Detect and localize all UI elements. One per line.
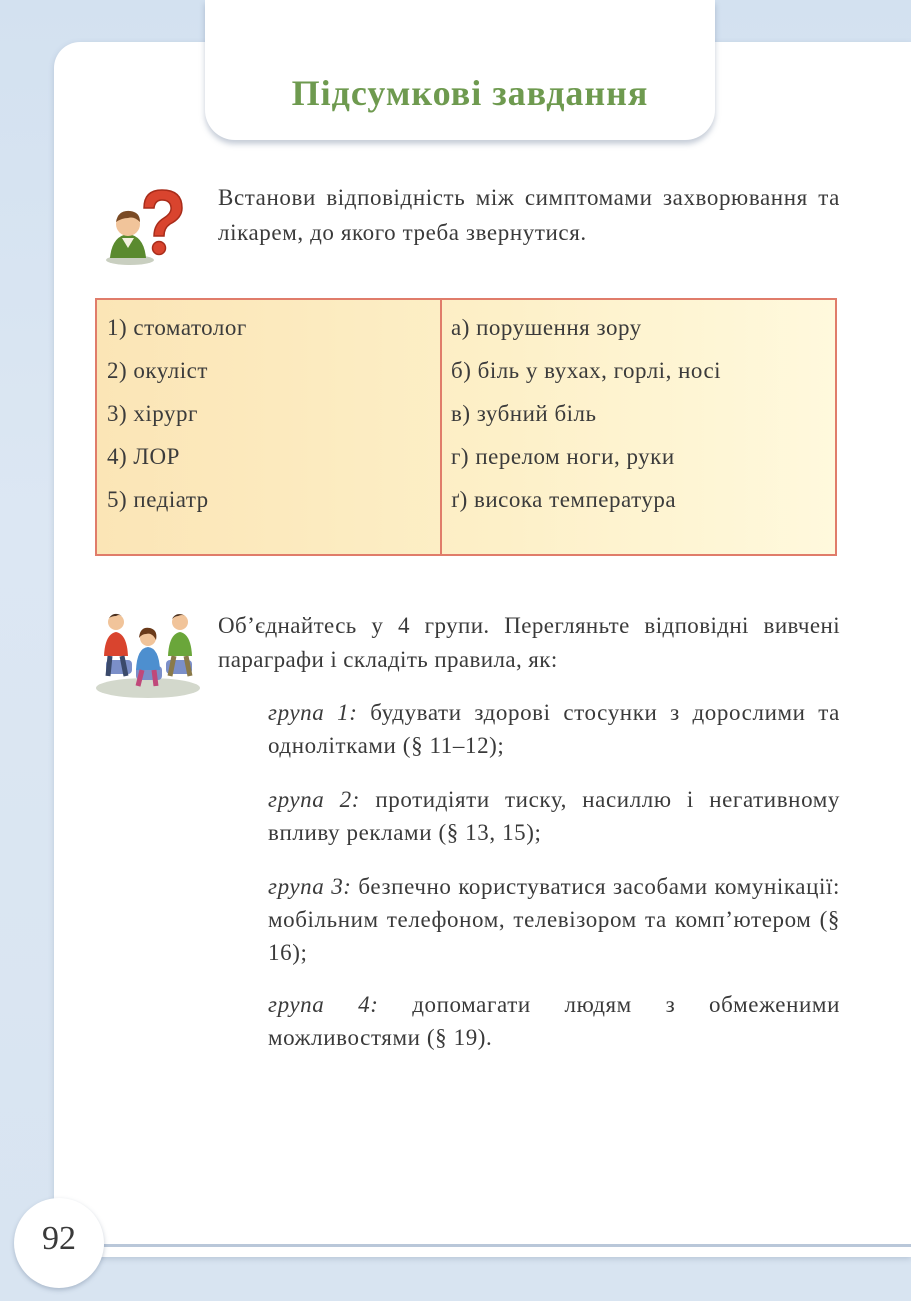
matching-table [95,298,837,556]
group-text: допомагати людям з обмеженими можливостями (§ 19). [268,992,840,1050]
doctor-item: 4) ЛОР [107,444,180,469]
group-2-item [268,783,840,849]
group-3-item [268,870,840,969]
doctor-item: 3) хірург [107,401,198,426]
symptom-item: а) порушення зору [451,315,642,340]
page-number: 92 [42,1220,76,1257]
group-text: протидіяти тиску, насиллю і негативному впливу реклами (§ 13, 15); [268,787,840,845]
symptom-item: в) зубний біль [451,401,597,426]
group-label: група 3: [268,874,352,899]
symptom-item: б) біль у вухах, горлі, носі [451,358,722,383]
symptom-item: г) перелом ноги, руки [451,444,675,469]
group-label: група 4: [268,992,379,1017]
task2-instructions: Об’єднайтесь у 4 групи. Перегляньте відповідні вивчені параграфи і складіть правила, як: [218,613,840,672]
doctor-item: 5) педіатр [107,487,209,512]
group-discussion-icon [92,604,206,700]
group-label: група 2: [268,787,361,812]
doctor-item: 1) стоматолог [107,315,247,340]
task1-instructions: Встанови відповідність між симптомами захворювання та лікарем, до якого треба звернутися. [218,185,840,245]
doctors-column [97,300,442,554]
group-4-item [268,988,840,1054]
question-person-icon [100,182,192,266]
group-label: група 1: [268,700,358,725]
group-1-item [268,696,840,762]
footer-line [104,1244,911,1247]
group-text: безпечно користуватися засобами комунікації: мобільним телефоном, телевізором та комп’ютером (§ 16); [268,874,840,965]
doctor-item: 2) окуліст [107,358,208,383]
symptoms-column [442,300,835,554]
group-text: будувати здорові стосунки з дорослими та однолітками (§ 11–12); [268,700,840,758]
title-tab [205,0,715,140]
symptom-item: ґ) висока температура [451,487,677,512]
page-title: Підсумкові завдання [291,73,649,113]
